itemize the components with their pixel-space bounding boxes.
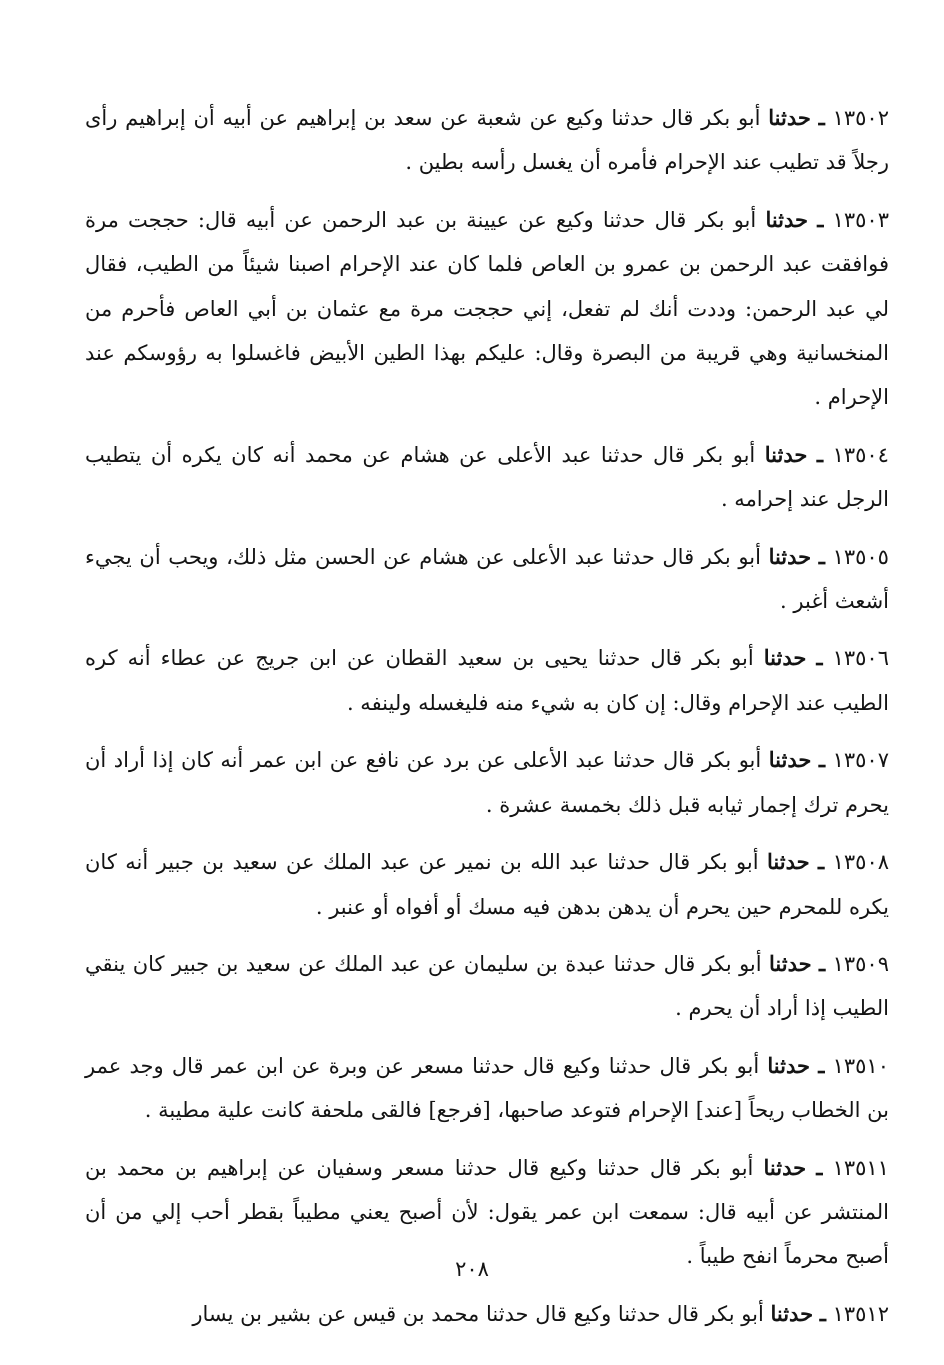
entry-dash: ـ <box>818 105 825 130</box>
hadith-entry <box>85 433 889 522</box>
entry-keyword: حدثنا <box>764 441 808 467</box>
entry-dash: ـ <box>818 849 825 875</box>
entry-text: أبو بكر قال حدثنا عبد الأعلى عن هشام عن محمد أنه كان يكره أن يتطيب الرجل عند إحرامه . <box>85 442 889 512</box>
entry-keyword: حدثنا <box>767 1052 810 1078</box>
entry-keyword: حدثنا <box>765 206 809 232</box>
entry-text: أبو بكر قال حدثنا عبد الأعلى عن برد عن نافع عن ابن عمر أنه كان إذا أراد أن يحرم ترك إجمار ثيابه قبل ذلك بخمسة عشرة . <box>85 748 889 817</box>
entry-dash: ـ <box>819 950 826 976</box>
entry-text: أبو بكر قال حدثنا يحيى بن سعيد القطان عن ابن جريج عن عطاء أنه كره الطيب عند الإحرام وقال: إن كان به شيء منه فليغسله ولينفه . <box>85 646 889 715</box>
hadith-entry <box>85 738 889 827</box>
entry-number: ١٣٥٠٥ <box>832 544 889 569</box>
page-number: ٢٠٨ <box>455 1257 489 1281</box>
entry-number: ١٣٥٠٢ <box>832 106 889 130</box>
entry-number: ١٣٥١٢ <box>832 1301 889 1326</box>
hadith-entry <box>85 198 889 420</box>
entry-keyword: حدثنا <box>768 105 811 130</box>
entry-text: أبو بكر قال حدثنا وكيع قال حدثنا مسعر عن وبرة عن ابن عمر قال وجد عمر بن الخطاب ريحاً [عند] الإحرام فتوعد صاحبها، [فرجع] فالقى ملحفة كانت علية مطيبة . <box>85 1053 889 1123</box>
hadith-entry <box>85 1044 889 1133</box>
entry-dash: ـ <box>816 1154 823 1180</box>
entry-dash: ـ <box>817 206 824 232</box>
hadith-entry <box>85 942 889 1031</box>
entry-number: ١٣٥٠٤ <box>832 442 889 467</box>
entry-keyword: حدثنا <box>768 543 812 569</box>
page-body <box>85 96 889 1349</box>
entry-text: أبو بكر قال حدثنا وكيع قال حدثنا مسعر وسفيان عن إبراهيم بن محمد بن المنتشر عن أبيه قال: سمعت ابن عمر يقول: لأن أصبح يعني مطيباً بقطر أحب إلي من أن أصبح محرماً انفح طيباً . <box>85 1155 889 1269</box>
entry-text: أبو بكر قال حدثنا وكيع عن عيينة بن عبد الرحمن عن أبيه قال: حججت مرة فوافقت عبد الرحمن بن عمرو بن العاص فلما كان عند الإحرام اصبنا شيئاً من الطيب، فقال لي عبد الرحمن: وددت أنك لم تفعل، إني حججت مرة مع عثمان بن أبي العاص فأحرم من المنخسانية وهي قريبة من البصرة وقال: عليكم بهذا الطين الأبيض فاغسلوا به رؤوسكم عند الإحرام . <box>85 207 889 410</box>
entry-keyword: حدثنا <box>763 1154 807 1180</box>
entry-keyword: حدثنا <box>763 645 807 671</box>
hadith-entry <box>85 535 889 624</box>
entry-keyword: حدثنا <box>770 1300 814 1326</box>
entry-keyword: حدثنا <box>768 747 812 773</box>
hadith-entry <box>85 1292 889 1336</box>
entry-number: ١٣٥٠٨ <box>832 850 890 875</box>
entry-dash: ـ <box>816 645 823 671</box>
entry-number: ١٣٥١٠ <box>832 1053 889 1078</box>
hadith-entry <box>85 96 889 185</box>
hadith-entry <box>85 636 889 725</box>
entry-number: ١٣٥٠٩ <box>832 951 889 976</box>
entry-keyword: حدثنا <box>766 849 810 875</box>
entry-dash: ـ <box>818 543 825 569</box>
entry-text: أبو بكر قال حدثنا وكيع قال حدثنا محمد بن قيس عن بشير بن يسار <box>192 1301 764 1326</box>
entry-text: أبو بكر قال حدثنا عبد الله بن نمير عن عبد الملك عن سعيد بن جبير أنه كان يكره للمحرم حين يحرم أن يدهن بدهن فيه مسك أو أفواه أو عنبر . <box>85 850 889 919</box>
hadith-entry <box>85 840 889 929</box>
entry-number: ١٣٥٠٣ <box>832 207 889 232</box>
entry-text: أبو بكر قال حدثنا عبد الأعلى عن هشام عن الحسن مثل ذلك، ويحب أن يجيء أشعث أغبر . <box>85 544 889 614</box>
entry-dash: ـ <box>816 441 824 467</box>
entry-number: ١٣٥١١ <box>832 1155 889 1180</box>
entry-number: ١٣٥٠٦ <box>832 646 889 671</box>
entry-dash: ـ <box>818 747 826 773</box>
entry-text: أبو بكر قال حدثنا عبدة بن سليمان عن عبد الملك عن سعيد بن جبير كان ينقي الطيب إذا أراد أن يحرم . <box>85 951 889 1021</box>
entry-keyword: حدثنا <box>769 950 812 976</box>
entry-text: أبو بكر قال حدثنا وكيع عن شعبة عن سعد بن إبراهيم عن أبيه أن إبراهيم رأى رجلاً قد تطيب عند الإحرام فأمره أن يغسل رأسه بطين . <box>85 106 889 175</box>
entry-dash: ـ <box>818 1052 825 1078</box>
entry-number: ١٣٥٠٧ <box>832 748 889 773</box>
entry-dash: ـ <box>819 1300 826 1326</box>
